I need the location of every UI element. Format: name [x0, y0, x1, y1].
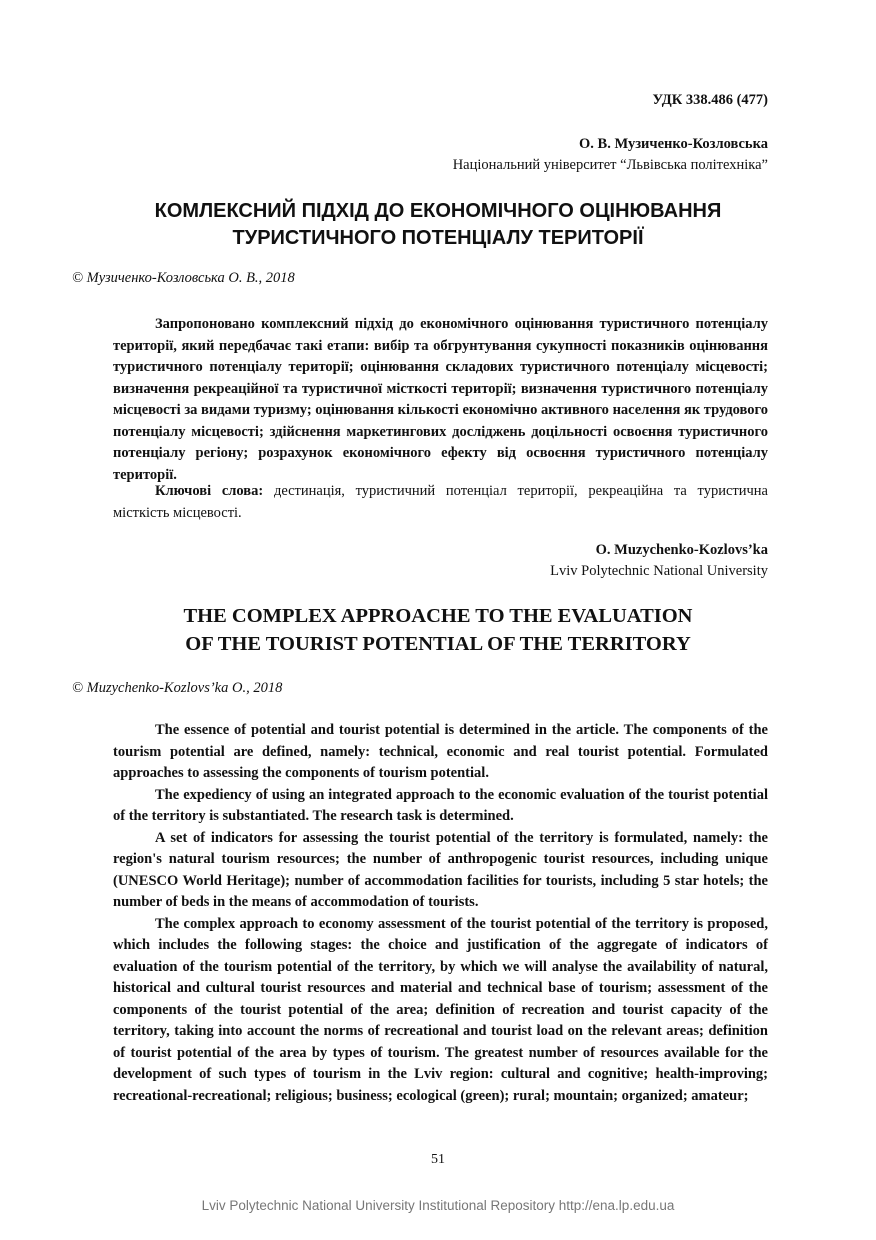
udk-code: УДК 338.486 (477) — [652, 92, 768, 108]
title-ua — [60, 198, 816, 252]
copyright-en: © Muzychenko-Kozlovs’ka O., 2018 — [72, 680, 283, 696]
title-ua-line1: КОМЛЕКСНИЙ ПІДХІД ДО ЕКОНОМІЧНОГО ОЦІНЮВАННЯ — [154, 200, 722, 222]
repository-footer: Lviv Polytechnic National University Institutional Repository http://ena.lp.edu.ua — [201, 1198, 675, 1213]
title-en-line2: OF THE TOURIST POTENTIAL OF THE TERRITORY — [185, 633, 691, 655]
page-number: 51 — [431, 1152, 445, 1167]
abstract-en — [113, 720, 768, 1107]
abstract-en-paragraph: The complex approach to economy assessment of the tourist potential of the territory is proposed, which includes the following stages: the choice and justification of the aggregate of indicators of evaluation of the tourism potential of the territory, by which we will analyse the availability of natural, historical and cultural tourist resources and material and technical base of tourism; assessment of the components of the tourist potential of the area; definition of recreation and tourist capacity of the territory, taking into account the norms of recreational and tourist load on the relevant areas; definition of tourist potential of the area by types of tourism. The greatest number of resources available for the development of such types of tourism in the Lviv region: cultural and cognitive; health-improving; recreational-recreational; religious; business; ecological (green); rural; mountain; organized; amateur; — [113, 915, 768, 1104]
author-name-ua: О. В. Музиченко-Козловська — [579, 136, 768, 152]
abstract-en-paragraph: The essence of potential and tourist potential is determined in the article. The components of the tourism potential are defined, namely: technical, economic and real tourist potential. Formulated approaches to assessing the components of tourism potential. — [113, 722, 768, 781]
author-block-en — [550, 540, 768, 582]
abstract-en-paragraph: A set of indicators for assessing the tourist potential of the territory is formulated, namely: the region's natural tourism resources; the number of anthropogenic tourist resources, including unique (UNESCO World Heritage); number of accommodation facilities for tourists, including 5 star hotels; the number of beds in the means of accommodation of tourists. — [113, 829, 768, 910]
keywords-ua — [113, 481, 768, 524]
abstract-ua-text: Запропоновано комплексний підхід до економічного оцінювання туристичного потенціалу території, який передбачає такі етапи: вибір та обгрунтування сукупності показників оцінювання туристичного потенціалу території; оцінювання складових туристичного потенціалу місцевості; визначення рекреаційної та туристичної місткості території; визначення туристичного потенціалу місцевості за видами туризму; оцінювання кількості економічно активного населення як трудового потенціалу місцевості; здійснення маркетингових досліджень доцільності освоєння туристичного потенціалу регіону; розрахунок економічного ефекту від освоєння туристичного потенціалу території. — [113, 316, 768, 483]
keywords-ua-text: дестинація, туристичний потенціал території, рекреаційна та туристична місткість місцевості. — [113, 483, 768, 521]
keywords-ua-label: Ключові слова: — [155, 483, 264, 499]
title-en — [60, 602, 816, 658]
copyright-ua: © Музиченко-Козловська О. В., 2018 — [72, 270, 295, 286]
author-block-ua — [453, 134, 768, 176]
title-en-line1: THE COMPLEX APPROACHE TO THE EVALUATION — [183, 605, 693, 627]
keywords-ua-paragraph — [113, 481, 768, 524]
author-name-en: O. Muzychenko-Kozlovs’ka — [595, 542, 768, 558]
abstract-en-paragraph: The expediency of using an integrated approach to the economic evaluation of the tourist potential of the territory is substantiated. The research task is determined. — [113, 786, 768, 824]
author-affiliation-en: Lviv Polytechnic National University — [550, 563, 768, 579]
author-affiliation-ua: Національний університет “Львівська політехніка” — [452, 157, 768, 173]
title-ua-line2: ТУРИСТИЧНОГО ПОТЕНЦІАЛУ ТЕРИТОРІЇ — [232, 227, 644, 249]
abstract-ua — [113, 314, 768, 486]
